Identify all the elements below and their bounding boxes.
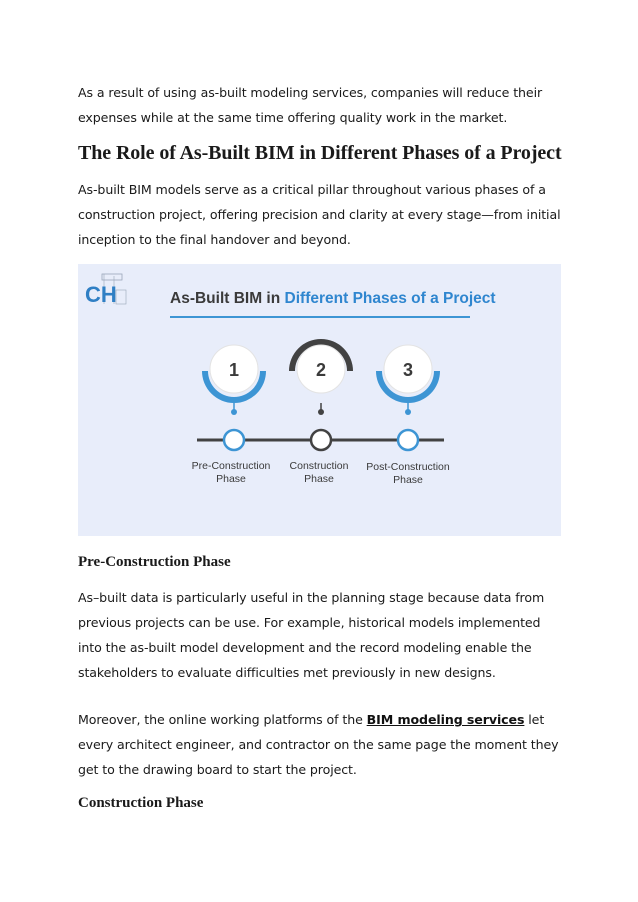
figure-title-part1: As-Built BIM in [170,290,285,307]
section-heading: The Role of As-Built BIM in Different Phases of a Project [78,142,562,164]
step-3-dot [405,409,411,415]
step-2-node [311,430,331,450]
pre-construction-paragraph-1: As–built data is particularly useful in the planning stage because data from previous projects can be use. For example, historical models implemented into the as-built model development and the record modeling enable the stakeholders to evaluate difficulties met previously in new designs. [78,590,545,680]
figure-title [170,290,496,307]
step-1-label-line1: Pre-Construction [191,460,271,472]
phases-diagram [78,264,561,536]
step-3-node [398,430,418,450]
step-1-node [224,430,244,450]
step-1-number: 1 [228,360,240,380]
phases-infographic [78,264,561,536]
step-1-dot [231,409,237,415]
construction-heading: Construction Phase [78,795,204,811]
step-3-label-line1: Post-Construction [366,461,450,473]
step-3 [366,345,450,486]
company-logo [85,274,126,307]
step-3-number: 3 [402,360,414,380]
figure-title-part2: Different Phases of a Project [284,290,496,307]
step-2-dot [318,409,324,415]
paragraph-2-text-before: Moreover, the online working platforms of the [78,712,367,727]
step-3-label-line2: Phase [393,474,423,486]
intro-paragraph: As a result of using as-built modeling services, companies will reduce their expenses while at the same time offering quality work in the market. [78,85,543,125]
step-2-label-line2: Phase [304,473,334,485]
pre-construction-heading: Pre-Construction Phase [78,554,231,570]
paragraph-2-text-after: let every architect engineer, and contractor on the same page the moment they get to the drawing board to start the project. [78,712,559,777]
pre-construction-paragraph-2 [78,707,562,782]
step-2 [289,339,353,485]
document-page [78,80,562,814]
step-1 [192,345,271,485]
step-1-label-line2: Phase [216,473,246,485]
section-paragraph: As-built BIM models serve as a critical pillar throughout various phases of a construction project, offering precision and clarity at every stage—from initial inception to the final handover and beyond. [78,182,561,247]
step-2-label-line1: Construction [289,460,349,472]
logo-text: CH [85,282,117,307]
bim-modeling-services-link[interactable]: BIM modeling services [366,712,525,727]
step-2-number: 2 [315,360,327,380]
